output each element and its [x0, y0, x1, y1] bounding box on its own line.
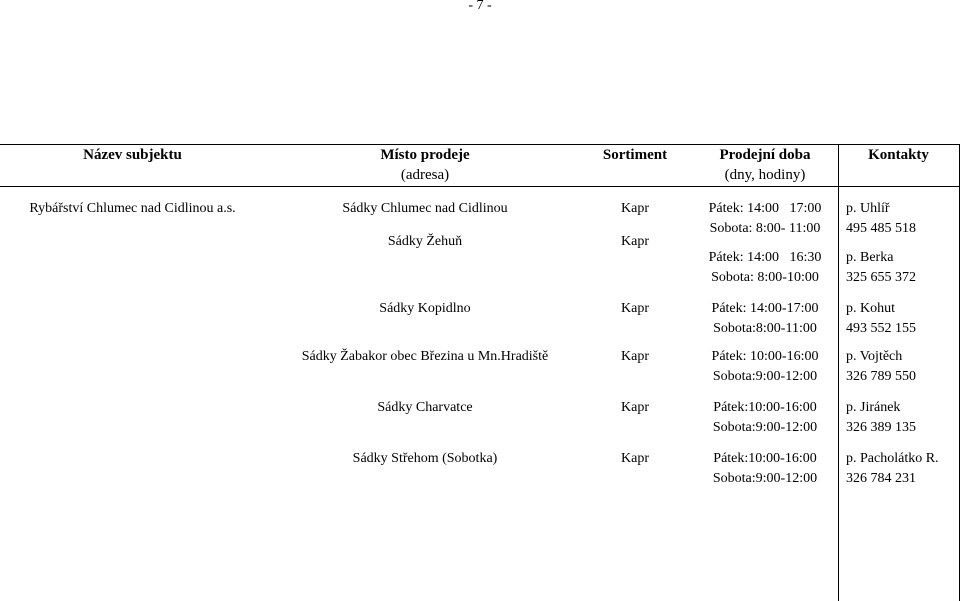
page-number: - 7 -: [468, 0, 492, 13]
sale-time-cell: Pátek: 10:00-16:00 Sobota:9:00-12:00: [711, 349, 819, 384]
contact-cell: p. Pacholátko R. 326 784 231: [846, 451, 939, 486]
header-bottom-border: [0, 186, 960, 187]
right-border: [838, 144, 839, 601]
contact-cell: p. Uhlíř 495 485 518: [846, 201, 916, 236]
assortment-cell: Kapr: [621, 400, 649, 415]
assortment-cell: Kapr: [621, 349, 649, 364]
place-cell: Sádky Žabakor obec Březina u Mn.Hradiště: [301, 349, 549, 364]
sale-time-cell: Pátek: 14:00-17:00 Sobota:8:00-11:00: [711, 301, 819, 336]
sale-time-cell: Pátek:10:00-16:00 Sobota:9:00-12:00: [712, 451, 818, 486]
header-assortment: Sortiment: [602, 147, 668, 163]
subject-name: Rybářství Chlumec nad Cidlinou a.s.: [29, 201, 236, 216]
sale-time-cell: Pátek: 14:00 16:30 Sobota: 8:00-10:00: [708, 250, 822, 285]
header-sale-time: Prodejní doba (dny, hodiny): [719, 147, 811, 183]
header-contacts: Kontakty: [868, 147, 929, 163]
place-cell: Sádky Chlumec nad Cidlinou: [342, 201, 508, 216]
contact-cell: p. Jiránek 326 389 135: [846, 400, 916, 435]
sale-time-cell: Pátek: 14:00 17:00 Sobota: 8:00- 11:00: [708, 201, 822, 236]
place-cell: Sádky Žehuň: [387, 234, 463, 249]
assortment-cell: Kapr: [621, 451, 649, 466]
assortment-cell: Kapr: [621, 201, 649, 216]
assortment-cell: Kapr: [621, 234, 649, 249]
place-cell: Sádky Kopidlno: [379, 301, 471, 316]
assortment-cell: Kapr: [621, 301, 649, 316]
sale-time-cell: Pátek:10:00-16:00 Sobota:9:00-12:00: [712, 400, 818, 435]
place-cell: Sádky Charvatce: [377, 400, 473, 415]
header-subject: Název subjektu: [83, 147, 182, 163]
place-cell: Sádky Střehom (Sobotka): [352, 451, 498, 466]
contact-cell: p. Berka 325 655 372: [846, 250, 916, 285]
contact-cell: p. Vojtěch 326 789 550: [846, 349, 916, 384]
contact-cell: p. Kohut 493 552 155: [846, 301, 916, 336]
header-place: Místo prodeje (adresa): [380, 147, 470, 183]
